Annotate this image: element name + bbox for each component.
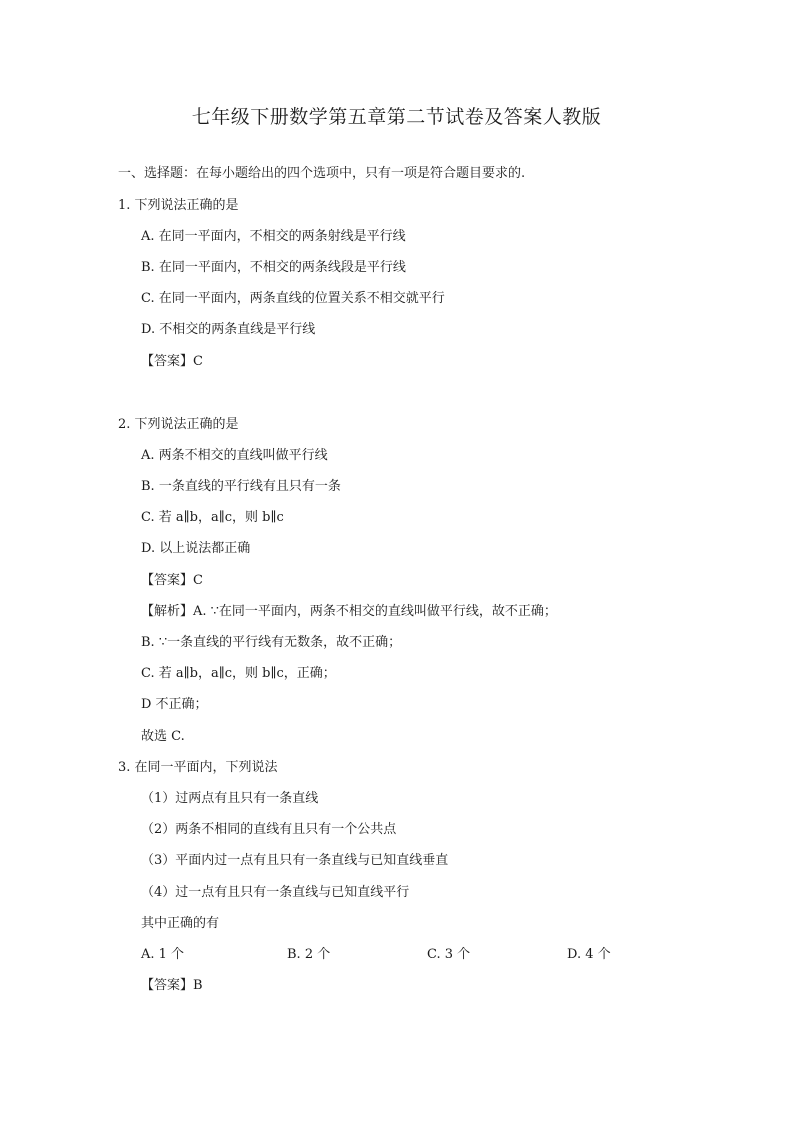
question-1-answer: 【答案】C <box>141 354 203 369</box>
question-3-answer: 【答案】B <box>141 978 203 993</box>
question-2-analysis-line: C. 若 a∥b，a∥c，则 b∥c，正确； <box>141 666 336 681</box>
question-2-stem: 2. 下列说法正确的是 <box>118 417 239 432</box>
question-3-option-b: B. 2 个 <box>287 947 331 962</box>
question-3-statement-4: （4）过一点有且只有一条直线与已知直线平行 <box>141 885 410 900</box>
question-3-statement-2: （2）两条不相同的直线有且只有一个公共点 <box>141 822 397 837</box>
question-3-option-c: C. 3 个 <box>427 947 471 962</box>
question-2-option-b: B. 一条直线的平行线有且只有一条 <box>141 479 341 494</box>
section-heading: 一、选择题：在每小题给出的四个选项中，只有一项是符合题目要求的. <box>118 166 526 181</box>
question-2-analysis-line: 故选 C. <box>141 729 185 744</box>
question-1-option-d: D. 不相交的两条直线是平行线 <box>141 322 316 337</box>
question-2-answer: 【答案】C <box>141 573 203 588</box>
question-1-option-a: A. 在同一平面内，不相交的两条射线是平行线 <box>141 229 406 244</box>
question-1-option-b: B. 在同一平面内，不相交的两条线段是平行线 <box>141 260 406 275</box>
question-3-statement-1: （1）过两点有且只有一条直线 <box>141 791 319 806</box>
question-1-stem: 1. 下列说法正确的是 <box>118 198 239 213</box>
page-title: 七年级下册数学第五章第二节试卷及答案人教版 <box>191 106 602 128</box>
question-3-stem: 3. 在同一平面内，下列说法 <box>118 760 278 775</box>
question-1-option-c: C. 在同一平面内，两条直线的位置关系不相交就平行 <box>141 291 445 306</box>
question-2-option-a: A. 两条不相交的直线叫做平行线 <box>141 448 328 463</box>
question-2-analysis-line: B. ∵一条直线的平行线有无数条，故不正确； <box>141 635 402 650</box>
question-3-prompt: 其中正确的有 <box>141 916 220 931</box>
question-3-option-a: A. 1 个 <box>141 947 185 962</box>
question-2-analysis-line: 【解析】A. ∵在同一平面内，两条不相交的直线叫做平行线，故不正确； <box>141 604 557 619</box>
question-3-statement-3: （3）平面内过一点有且只有一条直线与已知直线垂直 <box>141 853 449 868</box>
question-2-option-d: D. 以上说法都正确 <box>141 541 251 556</box>
question-3-option-d: D. 4 个 <box>567 947 611 962</box>
question-2-analysis-line: D 不正确； <box>141 697 208 712</box>
question-2-option-c: C. 若 a∥b，a∥c，则 b∥c <box>141 510 284 525</box>
